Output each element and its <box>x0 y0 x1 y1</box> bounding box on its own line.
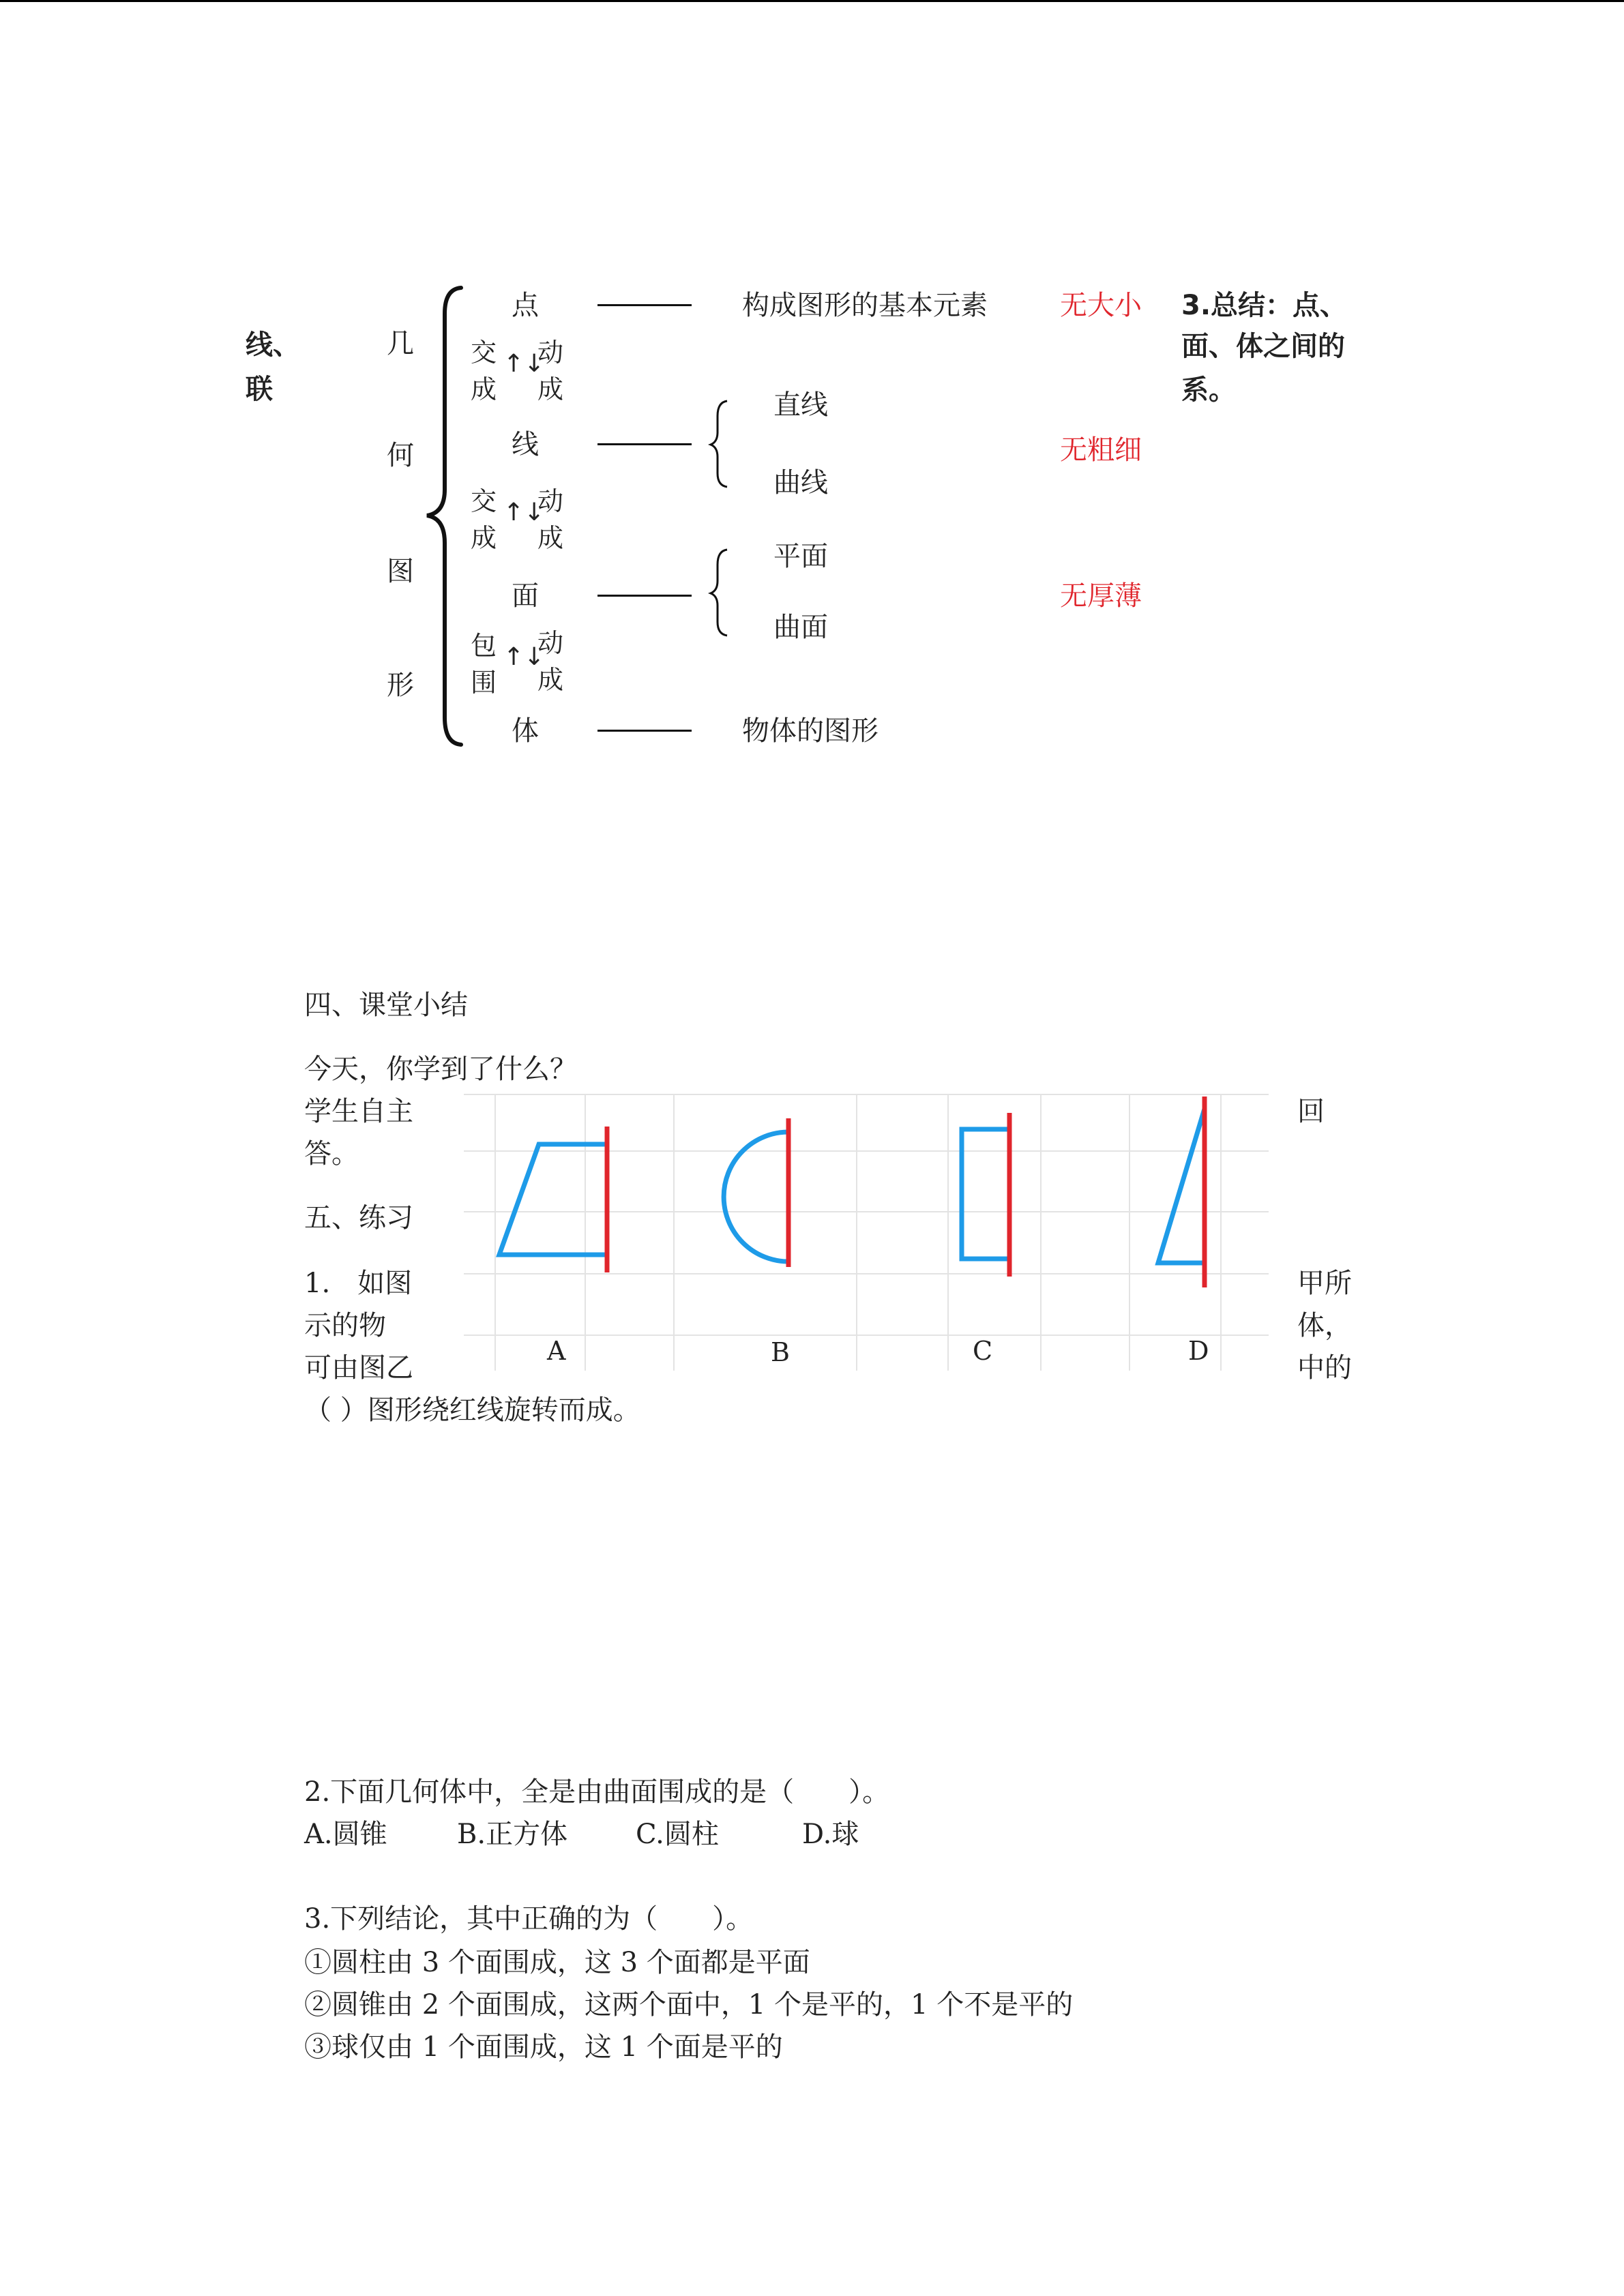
transition-2-right-1: 动 <box>537 486 564 516</box>
transition-2-left-2: 成 <box>471 523 497 553</box>
desc-solid: 物体的图形 <box>742 715 879 747</box>
left-fragment-2: 联 <box>246 374 273 405</box>
transition-2-left-1: 交 <box>471 486 497 516</box>
q3-item-1-marker: ① <box>304 1947 331 1978</box>
shape-c-rectangle <box>962 1129 1009 1259</box>
q3-question: 3.下列结论，其中正确的为（ ）。 <box>304 1903 754 1935</box>
q2-option-c: C.圆柱 <box>636 1819 719 1850</box>
q3-item-1-text: 圆柱由 3 个面围成，这 3 个面都是平面 <box>331 1947 810 1978</box>
transition-2-right-2: 成 <box>537 523 564 553</box>
transition-3-right-1: 动 <box>537 628 564 658</box>
section4-title: 四、课堂小结 <box>304 989 468 1021</box>
vertical-title-char-1: 几 <box>387 328 414 359</box>
transition-1-right-2: 成 <box>537 374 564 404</box>
transition-1-left-1: 交 <box>471 338 497 368</box>
q1-left-line-2: 示的物 <box>304 1310 386 1341</box>
figure-label-c: C <box>973 1336 993 1366</box>
q3-item-1 <box>304 1949 810 1976</box>
figure-label-b: B <box>771 1337 790 1367</box>
figure-label-a: A <box>547 1336 566 1366</box>
q3-item-2-marker: ② <box>304 1989 331 2021</box>
node-point: 点 <box>512 290 539 321</box>
q2-option-b: B.正方体 <box>457 1819 568 1850</box>
q1-left-line-1: 1. 如图 <box>304 1268 413 1299</box>
property-point: 无大小 <box>1060 290 1142 321</box>
summary-heading-line-1: 3.总结：点、 <box>1181 290 1348 321</box>
desc-point: 构成图形的基本元素 <box>742 290 988 321</box>
surface-type-plane: 平面 <box>773 541 828 572</box>
shape-a-trapezoid <box>499 1144 607 1255</box>
q3-item-2 <box>304 1989 1074 2021</box>
node-line: 线 <box>512 429 539 460</box>
transition-1-right-1: 动 <box>537 338 564 368</box>
q1-right-line-3: 中的 <box>1297 1352 1352 1384</box>
transition-1-arrows: ↑↓ <box>503 350 545 378</box>
vertical-title-char-4: 形 <box>387 670 414 701</box>
q3-item-3-marker: ③ <box>304 2031 331 2063</box>
node-solid: 体 <box>512 715 539 747</box>
q3-item-2-text: 圆锥由 2 个面围成，这两个面中，1 个是平的，1 个不是平的 <box>331 1989 1074 2021</box>
left-fragment-1: 线、 <box>246 329 300 361</box>
transition-3-left-1: 包 <box>471 631 497 661</box>
transition-1-left-2: 成 <box>471 374 497 404</box>
figure-grid <box>464 1094 1269 1371</box>
surface-type-curved: 曲面 <box>773 612 828 643</box>
property-line: 无粗细 <box>1060 434 1142 466</box>
vertical-title-char-3: 图 <box>387 556 414 587</box>
section4-answer-right: 回 <box>1297 1096 1325 1127</box>
figure-label-d: D <box>1188 1336 1209 1366</box>
transition-3-right-2: 成 <box>537 665 564 695</box>
q1-right-line-1: 甲所 <box>1297 1268 1352 1299</box>
q1-right-line-2: 体， <box>1297 1310 1352 1341</box>
transition-3-arrows: ↑↓ <box>503 643 545 671</box>
section4-answer-left-1: 学生自主 <box>304 1096 413 1127</box>
q2-option-a: A.圆锥 <box>304 1819 387 1850</box>
q1-tail: （ ）图形绕红线旋转而成。 <box>304 1395 640 1426</box>
shape-d-triangle <box>1158 1109 1205 1263</box>
q2-option-d: D.球 <box>802 1819 859 1850</box>
vertical-title-char-2: 何 <box>387 440 414 471</box>
q3-item-3-text: 球仅由 1 个面围成，这 1 个面是平的 <box>331 2031 783 2063</box>
line-type-curve: 曲线 <box>773 467 828 498</box>
transition-3-left-2: 围 <box>471 668 497 698</box>
transition-2-arrows: ↑↓ <box>503 498 545 526</box>
q3-item-3 <box>304 2033 783 2061</box>
section4-answer-left-2: 答。 <box>304 1138 359 1169</box>
section4-question: 今天，你学到了什么？ <box>304 1054 577 1085</box>
q1-left-line-3: 可由图乙 <box>304 1352 413 1384</box>
summary-heading-line-2: 面、体之间的 <box>1181 331 1345 362</box>
node-surface: 面 <box>512 580 539 612</box>
section5-title: 五、练习 <box>304 1202 413 1234</box>
line-type-straight: 直线 <box>773 389 828 421</box>
summary-heading-line-3: 系。 <box>1181 374 1236 406</box>
property-surface: 无厚薄 <box>1060 580 1142 612</box>
q2-question: 2.下面几何体中，全是由曲面围成的是（ ）。 <box>304 1776 890 1808</box>
